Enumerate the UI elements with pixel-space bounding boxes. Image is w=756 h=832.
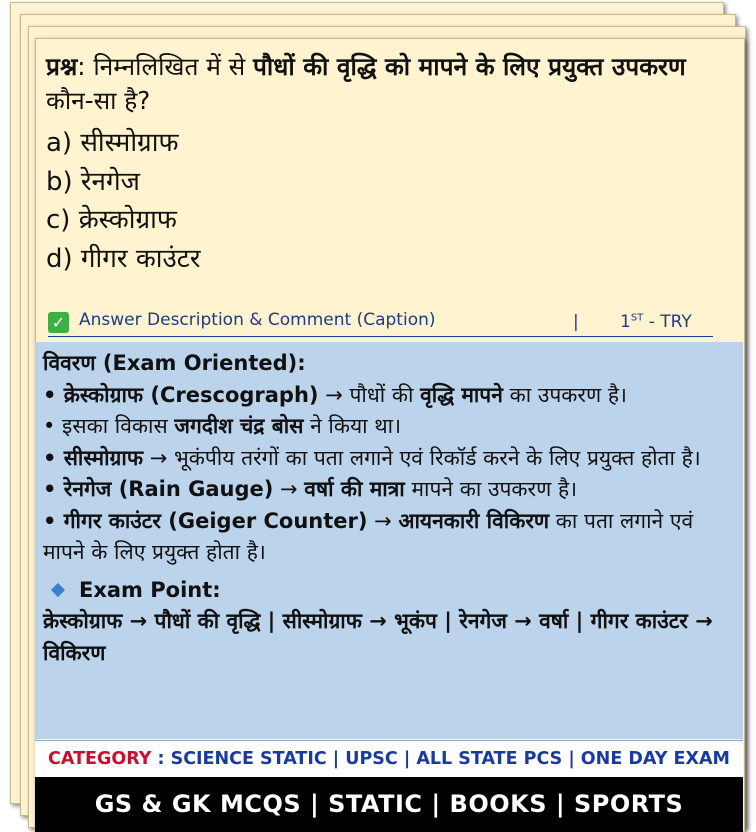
p5-text-2: का पता लगाने एवं मापने के लिए प्रयुक्त होता है। bbox=[43, 508, 694, 564]
question-colon: : bbox=[77, 52, 94, 81]
answer-row-separator: | bbox=[573, 312, 579, 332]
footer-banner: GS & GK MCQS | STATIC | BOOKS | SPORTS bbox=[35, 777, 743, 832]
description-point-3 bbox=[43, 443, 735, 475]
question-text bbox=[46, 50, 736, 118]
category-values: : SCIENCE STATIC | UPSC | ALL STATE PCS | ONE DAY EXAM bbox=[151, 749, 730, 769]
option-c[interactable]: c) क्रेस्कोग्राफ bbox=[46, 205, 177, 235]
option-b[interactable]: b) रेनगेज bbox=[46, 166, 140, 197]
exam-point-summary bbox=[43, 606, 735, 669]
question-text-1: निम्नलिखित में से bbox=[93, 52, 253, 81]
question-bold: पौधों की वृद्धि को मापने के लिए प्रयुक्त उपकरण bbox=[253, 52, 686, 81]
p1-bold-1: • क्रेस्कोग्राफ (Crescograph) bbox=[43, 382, 319, 407]
description-point-4 bbox=[43, 474, 735, 506]
try-number: 1 bbox=[620, 312, 631, 332]
category-label: CATEGORY bbox=[48, 749, 152, 769]
question-text-2: कौन-सा है? bbox=[46, 86, 151, 115]
answer-description-label[interactable]: Answer Description & Comment (Caption) bbox=[79, 310, 436, 330]
check-icon: ✓ bbox=[48, 312, 69, 333]
options-list bbox=[46, 124, 726, 278]
p2-text-1: • इसका विकास bbox=[43, 414, 175, 438]
try-text: - TRY bbox=[643, 312, 692, 332]
p2-bold-1: जगदीश चंद्र बोस bbox=[174, 414, 304, 438]
p1-bold-2: वृद्धि मापने bbox=[420, 382, 503, 407]
p2-text-2: ने किया था। bbox=[303, 414, 402, 438]
option-d[interactable]: d) गीगर काउंटर bbox=[46, 243, 201, 274]
description-point-5 bbox=[43, 506, 735, 569]
try-label bbox=[620, 312, 692, 332]
p1-text-1: → पौधों की bbox=[318, 382, 421, 407]
p3-bold-1: • सीस्मोग्राफ bbox=[43, 445, 144, 470]
p4-bold-2: वर्षा की मात्रा bbox=[304, 477, 405, 501]
p1-text-2: का उपकरण है। bbox=[502, 382, 627, 407]
exam-point-heading bbox=[43, 575, 735, 607]
option-a[interactable]: a) सीस्मोग्राफ bbox=[46, 128, 179, 158]
exam-point-summary-text: क्रेस्कोग्राफ → पौधों की वृद्धि | सीस्मोग्राफ → भूकंप | रेनगेज → वर्षा | गीगर काउंटर → विकिरण bbox=[43, 609, 713, 665]
p4-text-1: → bbox=[273, 477, 305, 501]
p3-text-1: → भूकंपीय तरंगों का पता लगाने एवं रिकॉर्ड करने के लिए प्रयुक्त होता है। bbox=[143, 445, 701, 470]
description-heading-text: विवरण (Exam Oriented): bbox=[43, 351, 306, 375]
diamond-icon bbox=[51, 582, 65, 596]
p5-text-1: → bbox=[367, 508, 399, 533]
p4-text-2: मापने का उपकरण है। bbox=[404, 477, 578, 501]
p5-bold-1: • गीगर काउंटर (Geiger Counter) bbox=[43, 508, 368, 533]
answer-description-link[interactable] bbox=[48, 310, 713, 337]
category-bar bbox=[35, 740, 743, 777]
description-panel bbox=[35, 342, 743, 739]
p4-bold-1: • रेनगेज (Rain Gauge) bbox=[43, 477, 274, 501]
p5-bold-2: आयनकारी विकिरण bbox=[398, 508, 550, 533]
description-heading bbox=[43, 348, 735, 380]
question-prefix: प्रश्न bbox=[46, 52, 78, 81]
description-point-2 bbox=[43, 411, 735, 443]
exam-point-label: Exam Point: bbox=[79, 577, 221, 602]
description-point-1 bbox=[43, 380, 735, 412]
try-superscript: ST bbox=[630, 312, 644, 324]
